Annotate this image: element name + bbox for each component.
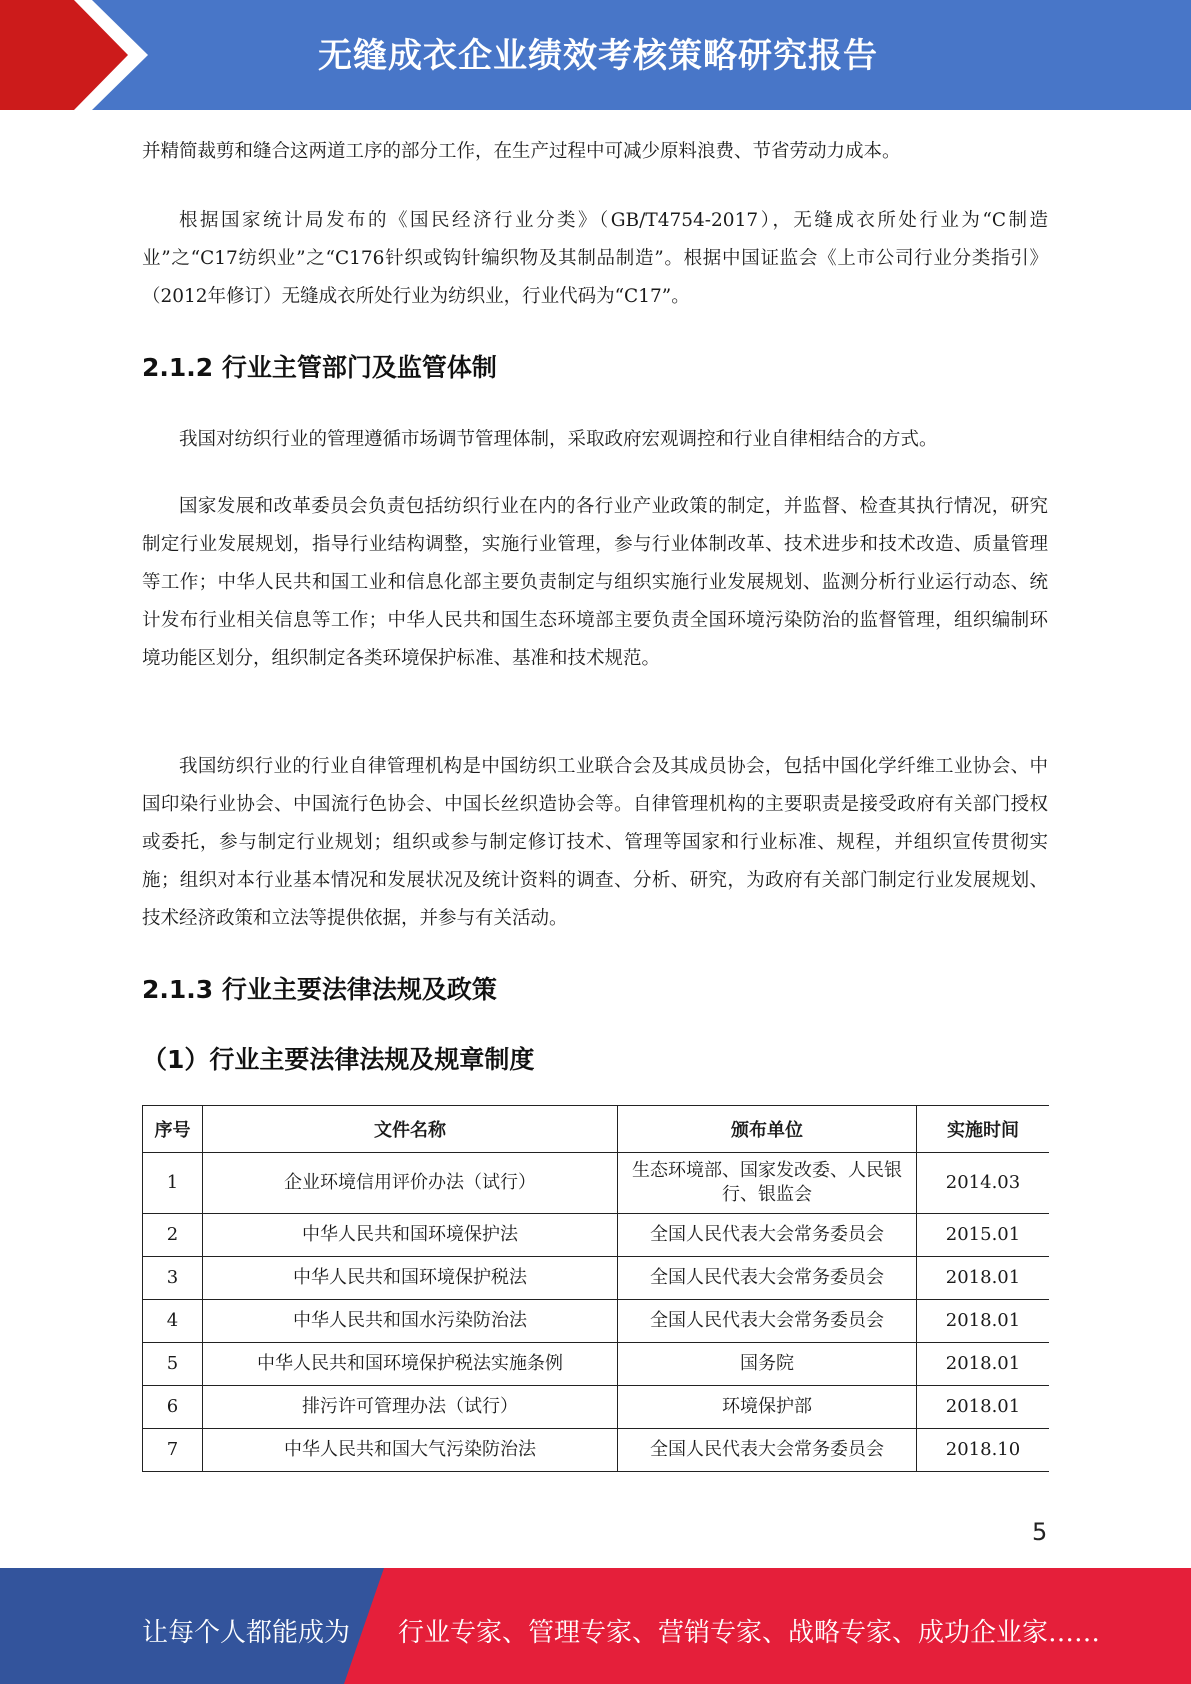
cell-issuer: 全国人民代表大会常务委员会	[618, 1257, 917, 1300]
cell-issuer: 全国人民代表大会常务委员会	[618, 1214, 917, 1257]
subsection-heading-laws: （1）行业主要法律法规及规章制度	[142, 1045, 535, 1074]
cell-effective-date: 2015.01	[917, 1214, 1050, 1257]
section-heading-2-1-3: 2.1.3 行业主要法律法规及政策	[142, 975, 497, 1004]
cell-effective-date: 2018.01	[917, 1343, 1050, 1386]
paragraph-management-system: 我国对纺织行业的管理遵循市场调节管理体制，采取政府宏观调控和行业自律相结合的方式。	[179, 429, 938, 450]
cell-issuer: 生态环境部、国家发改委、人民银行、银监会	[618, 1153, 917, 1214]
cell-issuer: 国务院	[618, 1343, 917, 1386]
cell-issuer: 全国人民代表大会常务委员会	[618, 1300, 917, 1343]
column-header-document-name: 文件名称	[203, 1106, 618, 1153]
paragraph-intro-continuation: 并精简裁剪和缝合这两道工序的部分工作，在生产过程中可减少原料浪费、节省劳动力成本。	[142, 141, 901, 162]
section-heading-2-1-2: 2.1.2 行业主管部门及监管体制	[142, 353, 497, 382]
table-header-row	[143, 1106, 1050, 1153]
cell-document-name: 中华人民共和国水污染防治法	[203, 1300, 618, 1343]
cell-document-name: 排污许可管理办法（试行）	[203, 1386, 618, 1429]
cell-number: 3	[143, 1257, 203, 1300]
cell-effective-date: 2018.01	[917, 1257, 1050, 1300]
laws-table-container	[142, 1105, 1049, 1481]
table-row	[143, 1214, 1050, 1257]
table-row	[143, 1257, 1050, 1300]
column-header-number: 序号	[143, 1106, 203, 1153]
cell-number: 2	[143, 1214, 203, 1257]
laws-table	[142, 1105, 1049, 1472]
column-header-issuer: 颁布单位	[618, 1106, 917, 1153]
header-banner	[0, 0, 1191, 110]
cell-document-name: 中华人民共和国环境保护税法实施条例	[203, 1343, 618, 1386]
footer-slogan-right: 行业专家、管理专家、营销专家、战略专家、成功企业家……	[398, 1618, 1101, 1648]
footer-slogan-left: 让每个人都能成为	[142, 1618, 351, 1648]
cell-number: 1	[143, 1153, 203, 1214]
cell-effective-date: 2018.01	[917, 1386, 1050, 1429]
cell-document-name: 中华人民共和国环境保护税法	[203, 1257, 618, 1300]
cell-issuer: 环境保护部	[618, 1386, 917, 1429]
paragraph-industry-classification: 根据国家统计局发布的《国民经济行业分类》（GB/T4754-2017），无缝成衣所处行业为“C制造业”之“C17纺织业”之“C176针织或钩针编织物及其制品制造”。根据中国证监会《上市公司行业分类指引》（2012年修订）无缝成衣所处行业为纺织业，行业代码为“C17”。	[142, 210, 1048, 307]
cell-issuer: 全国人民代表大会常务委员会	[618, 1429, 917, 1472]
cell-document-name: 企业环境信用评价办法（试行）	[203, 1153, 618, 1214]
cell-document-name: 中华人民共和国大气污染防治法	[203, 1429, 618, 1472]
cell-number: 5	[143, 1343, 203, 1386]
paragraph-self-regulation: 我国纺织行业的行业自律管理机构是中国纺织工业联合会及其成员协会，包括中国化学纤维工业协会、中国印染行业协会、中国流行色协会、中国长丝织造协会等。自律管理机构的主要职责是接受政府有关部门授权或委托，参与制定行业规划；组织或参与制定修订技术、管理等国家和行业标准、规程，并组织宣传贯彻实施；组织对本行业基本情况和发展状况及统计资料的调查、分析、研究，为政府有关部门制定行业发展规划、技术经济政策和立法等提供依据，并参与有关活动。	[142, 756, 1048, 929]
column-header-effective-date: 实施时间	[917, 1106, 1050, 1153]
cell-number: 4	[143, 1300, 203, 1343]
document-title: 无缝成衣企业绩效考核策略研究报告	[318, 36, 878, 76]
table-row	[143, 1386, 1050, 1429]
table-row	[143, 1300, 1050, 1343]
table-row	[143, 1153, 1050, 1214]
cell-effective-date: 2014.03	[917, 1153, 1050, 1214]
page-number: 5	[1032, 1518, 1048, 1546]
table-row	[143, 1343, 1050, 1386]
cell-number: 6	[143, 1386, 203, 1429]
paragraph-government-departments: 国家发展和改革委员会负责包括纺织行业在内的各行业产业政策的制定，并监督、检查其执行情况，研究制定行业发展规划，指导行业结构调整，实施行业管理，参与行业体制改革、技术进步和技术改造、质量管理等工作；中华人民共和国工业和信息化部主要负责制定与组织实施行业发展规划、监测分析行业运行动态、统计发布行业相关信息等工作；中华人民共和国生态环境部主要负责全国环境污染防治的监督管理，组织编制环境功能区划分，组织制定各类环境保护标准、基准和技术规范。	[142, 496, 1048, 669]
footer-banner	[0, 1568, 1191, 1684]
cell-effective-date: 2018.01	[917, 1300, 1050, 1343]
cell-document-name: 中华人民共和国环境保护法	[203, 1214, 618, 1257]
table-row	[143, 1429, 1050, 1472]
cell-effective-date: 2018.10	[917, 1429, 1050, 1472]
cell-number: 7	[143, 1429, 203, 1472]
